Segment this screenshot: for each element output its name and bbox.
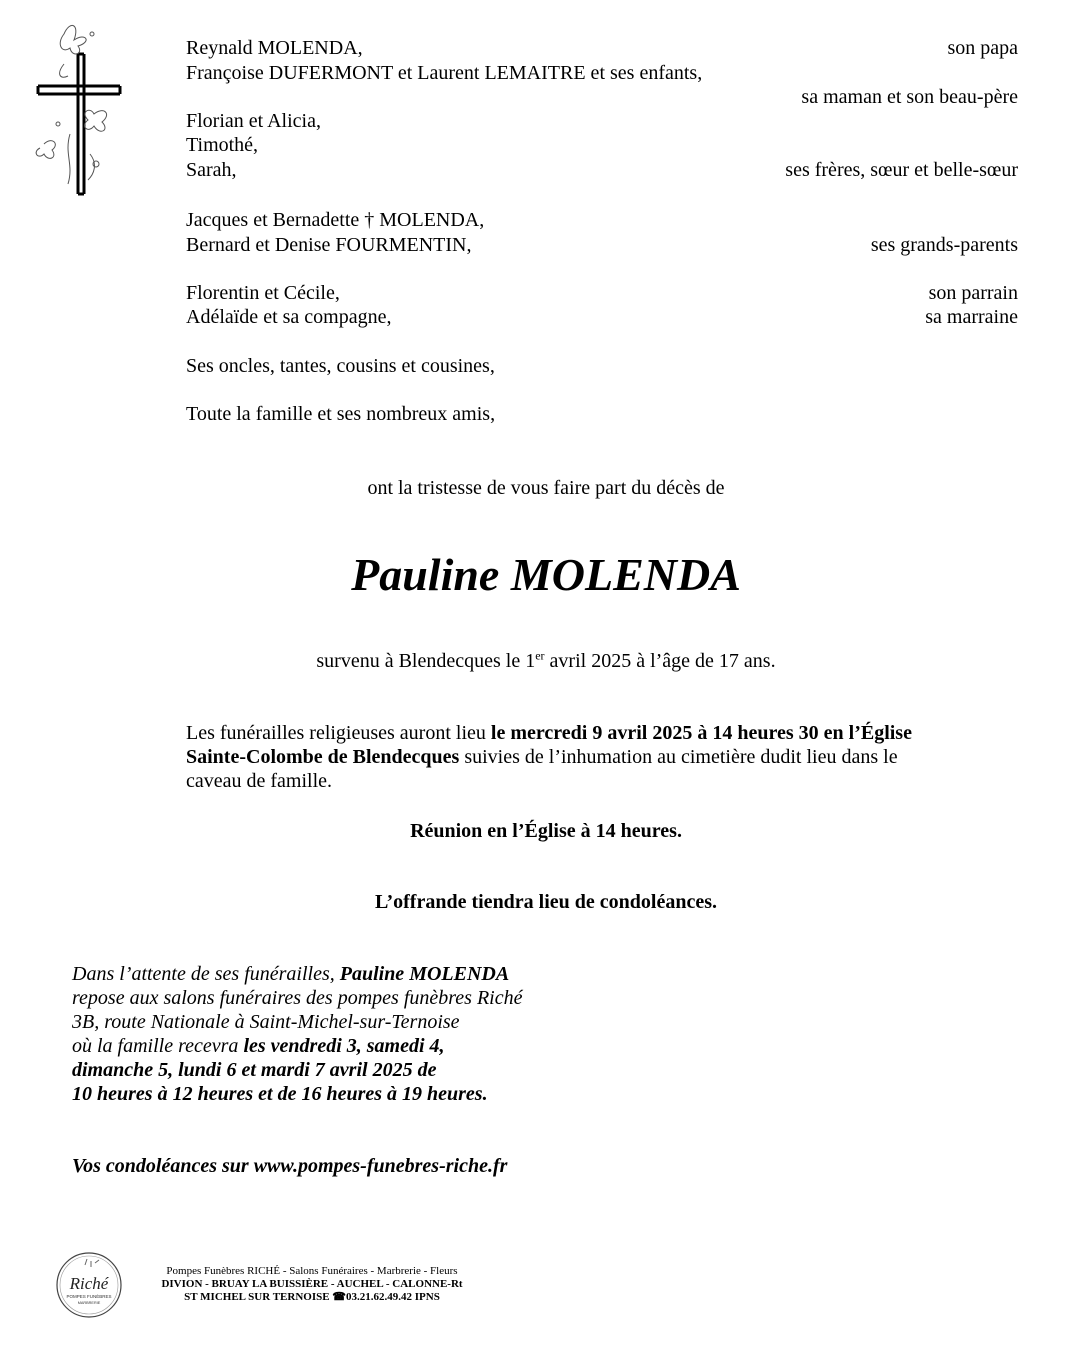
family-relation: sa marraine [925, 306, 1018, 328]
wake-text: où la famille recevra [72, 1035, 244, 1057]
family-name: Toute la famille et ses nombreux amis, [186, 403, 496, 425]
family-name: Ses oncles, tantes, cousins et cousines, [186, 355, 495, 377]
family-row [186, 133, 1018, 157]
family-name: Sarah, [186, 159, 237, 181]
wake-dates: les vendredi 3, samedi 4, [243, 1035, 445, 1057]
footer-line: ST MICHEL SUR TERNOISE ☎03.21.62.49.42 IPNS [184, 1291, 440, 1303]
family-relation: sa maman et son beau-père [801, 86, 1018, 108]
svg-text:Riché: Riché [69, 1274, 109, 1293]
family-row [186, 281, 1018, 305]
funeral-details [186, 721, 946, 793]
family-name: Florentin et Cécile, [186, 282, 340, 304]
family-row [186, 36, 1018, 60]
family-name: Timothé, [186, 134, 259, 156]
family-row [186, 354, 1018, 378]
funeral-when-where: le mercredi 9 avril 2025 à 14 heures 30 en l’Église Sainte-Colombe de Blendecques [186, 722, 912, 768]
death-text-end: avril 2025 à l’âge de 17 ans. [544, 650, 776, 672]
announcement: ont la tristesse de vous faire part du décès de [367, 477, 725, 499]
family-row [186, 233, 1018, 257]
family-row [186, 61, 1018, 85]
footer [132, 1265, 492, 1304]
wake-name: Pauline MOLENDA [339, 963, 510, 985]
deceased-name: Pauline MOLENDA [351, 549, 741, 600]
family-row [186, 158, 1018, 182]
funeral-rest: suivies de l’inhumation au cimetière dudit lieu dans le caveau de famille. [186, 746, 898, 792]
family-name: Adélaïde et sa compagne, [186, 306, 392, 328]
wake-line: 10 heures à 12 heures et de 16 heures à 19 heures. [72, 1083, 488, 1105]
family-row [186, 402, 1018, 426]
family-row [186, 208, 1018, 232]
wake-details [72, 962, 692, 1106]
cross-icon [34, 14, 124, 224]
family-row [186, 109, 1018, 133]
wake-line [72, 962, 692, 986]
family-row [186, 305, 1018, 329]
condolences-link: Vos condoléances sur www.pompes-funebres-riche.fr [72, 1155, 508, 1177]
family-relation: son papa [947, 37, 1018, 59]
riche-logo [55, 1251, 123, 1319]
footer-line: DIVION - BRUAY LA BUISSIÈRE - AUCHEL - CALONNE-Rt [161, 1278, 463, 1290]
family-relation: son parrain [928, 282, 1018, 304]
family-name: Reynald MOLENDA, [186, 37, 363, 59]
family-name: Françoise DUFERMONT et Laurent LEMAITRE et ses enfants, [186, 62, 703, 84]
funeral-intro: Les funérailles religieuses auront lieu [186, 722, 491, 744]
reunion-notice: Réunion en l’Église à 14 heures. [410, 820, 682, 842]
death-details [0, 649, 1092, 673]
family-relation: ses frères, sœur et belle-sœur [785, 159, 1018, 181]
svg-text:MARBRERIE: MARBRERIE [77, 1301, 101, 1305]
svg-text:POMPES FUNÈBRES: POMPES FUNÈBRES [66, 1294, 112, 1299]
wake-line [72, 1034, 692, 1058]
wake-line: repose aux salons funéraires des pompes funèbres Riché [72, 987, 523, 1009]
wake-text: Dans l’attente de ses funérailles, [72, 963, 340, 985]
wake-line: dimanche 5, lundi 6 et mardi 7 avril 2025 de [72, 1059, 437, 1081]
wake-line: 3B, route Nationale à Saint-Michel-sur-Ternoise [72, 1011, 460, 1033]
death-text: survenu à Blendecques le 1 [316, 650, 536, 672]
offering-notice: L’offrande tiendra lieu de condoléances. [374, 891, 718, 913]
family-name: Bernard et Denise FOURMENTIN, [186, 234, 472, 256]
death-sup: er [535, 648, 545, 663]
family-name: Florian et Alicia, [186, 110, 321, 132]
family-name: Jacques et Bernadette † MOLENDA, [186, 209, 485, 231]
family-relation: ses grands-parents [870, 234, 1018, 256]
footer-line: Pompes Funèbres RICHÉ - Salons Funéraires - Marbrerie - Fleurs [166, 1265, 458, 1277]
